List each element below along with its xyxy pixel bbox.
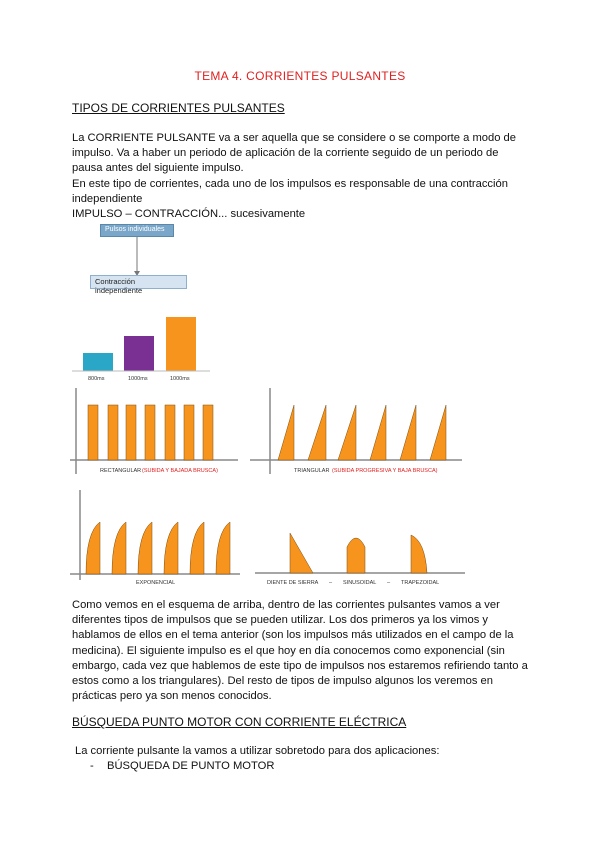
tri-label: TRIANGULAR [294,468,330,474]
text-line: pausa antes del siguiente impulso. [72,162,244,175]
text-line: Como vemos en el esquema de arriba, dentro de las corrientes pulsantes vamos a ver [72,599,500,611]
section-heading-busqueda: BÚSQUEDA PUNTO MOTOR CON CORRIENTE ELÉCTRICA [72,715,407,729]
saw-label: DIENTE DE SIERRA [267,580,319,586]
text-line: embargo, cada vez que hablemos de este tipo de impulsos nos estaremos refiriendo tanto a [72,659,528,672]
trap-label: TRAPEZOIDAL [401,580,440,586]
bar-1000ms-b [166,317,196,371]
bar-chart [70,312,220,384]
sin-label: SINUSOIDAL [343,580,377,586]
waveform-exponencial [70,490,242,588]
waveform-others [255,525,470,590]
sinusoidal-pulse [347,538,365,573]
bar-label-3: 1000ms [170,376,190,382]
svg-text:–: – [329,580,333,586]
bullet-item-punto-motor: BÚSQUEDA DE PUNTO MOTOR [107,760,275,772]
paragraph-aplicaciones: La corriente pulsante la vamos a utilizar sobretodo para dos aplicaciones: [75,745,440,757]
bar-1000ms-a [124,336,154,371]
paragraph-intro [72,131,532,222]
exp-pulses [86,522,230,574]
exp-label: EXPONENCIAL [136,580,176,586]
rect-pulses [88,405,213,460]
tri-note: (SUBIDA PROGRESIVA Y BAJA BRUSCA) [332,468,438,474]
sawtooth-pulse [290,533,313,573]
tri-pulses [278,405,446,460]
bar-800ms [83,353,113,371]
svg-text:–: – [387,580,391,586]
bullet-dash: - [90,760,94,772]
waveform-rectangular [70,388,240,480]
diagram-box-pulsos: Pulsos individuales [100,224,174,237]
bar-label-2: 1000ms [128,376,148,382]
text-line: En este tipo de corrientes, cada uno de los impulsos es responsable de una contracción [72,177,508,190]
text-line: diferentes tipos de impulsos que se pueden utilizar. Los dos primeros ya los vimos y [72,614,489,627]
rect-label: RECTANGULAR [100,468,142,474]
bar-label-1: 800ms [88,376,105,382]
text-line: estos como a los triangulares). Del resto de tipos de impulso algunos los veremos en [72,675,493,688]
section-heading-tipos: TIPOS DE CORRIENTES PULSANTES [72,101,285,115]
diagram-arrow [132,237,142,277]
rect-note: (SUBIDA Y BAJADA BRUSCA) [142,468,218,474]
text-line: La CORRIENTE PULSANTE va a ser aquella que se considere o se comporte a modo de [72,132,516,144]
diagram-box-contraccion: Contracción independiente [90,275,187,289]
text-line: medicina). El siguiente impulso es el que hoy en día conocemos como exponencial (sin [72,644,505,657]
text-line: hablamos de ellos en el tema anterior (son los impulsos más utilizados en el campo de la [72,629,514,642]
text-line: impulso. Va a haber un periodo de aplicación de la corriente seguido de un periodo de [72,147,499,160]
waveform-triangular [250,388,465,480]
page-title: TEMA 4. CORRIENTES PULSANTES [194,69,406,83]
text-line: prácticas pero ya son menos conocidos. [72,690,272,703]
paragraph-explicacion [72,598,542,704]
text-line: independiente [72,192,143,205]
trapezoidal-pulse [411,535,427,573]
text-line: IMPULSO – CONTRACCIÓN... sucesivamente [72,208,306,221]
